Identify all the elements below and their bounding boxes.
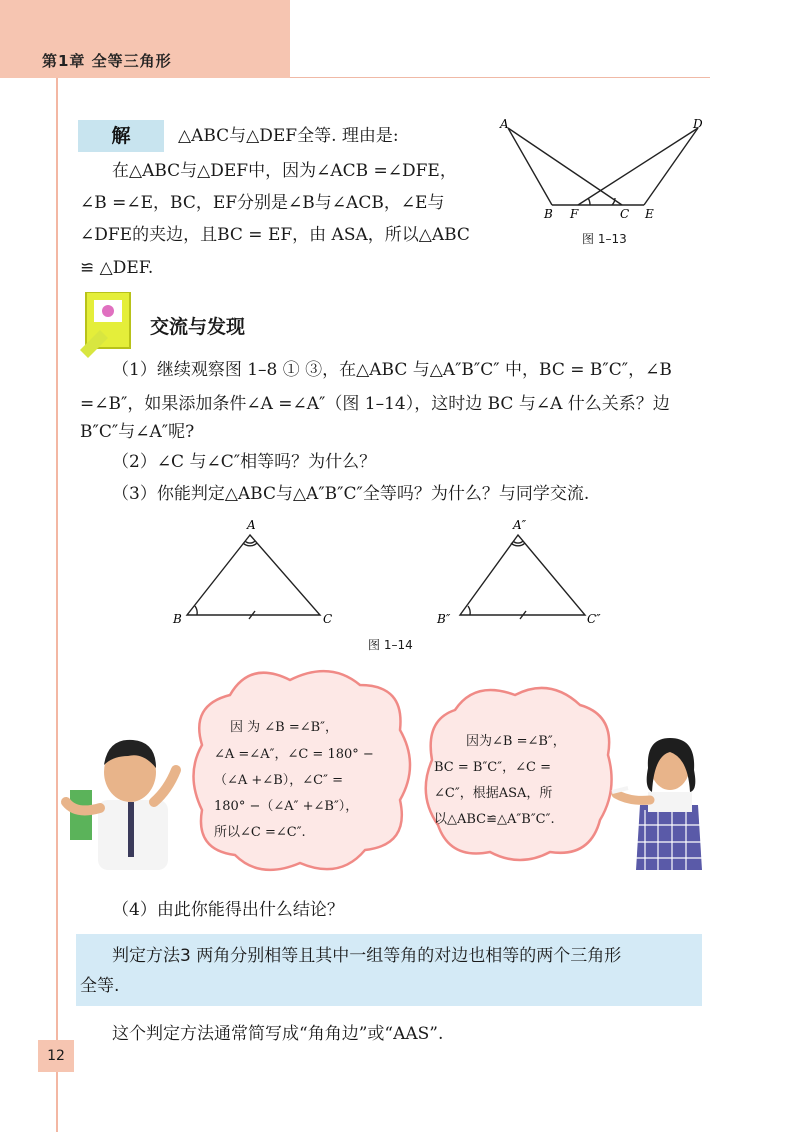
header-divider [290,77,710,78]
label-E: E [645,207,654,221]
label-C: C [620,207,630,221]
closing-text: 这个判定方法通常简写成“角角边”或“AAS”. [112,1024,444,1044]
method-line-1: 判定方法3 两角分别相等且其中一组等角的对边也相等的两个三角形 [112,946,622,966]
fig14-label-C2: C″ [587,612,601,626]
chapter-title: 第1章 全等三角形 [42,52,172,70]
label-F: F [570,207,579,221]
fig14-label-B2: B″ [437,612,451,626]
boy-illustration [58,730,193,870]
solution-line-1: △ABC与△DEF全等. 理由是: [178,126,399,146]
margin-line [56,78,58,1132]
fig14-label-B: B [173,612,182,626]
exchange-discover-icon [76,292,140,362]
boy-bubble-line-5: 所以∠C =∠C″. [214,825,306,840]
figure-1-13-caption: 图 1–13 [582,232,627,246]
solution-line-2: 在△ABC与△DEF中，因为∠ACB =∠DFE， [112,161,457,181]
solution-line-4: ∠DFE的夹边，且BC = EF，由 ASA，所以△ABC [80,225,470,245]
solution-line-5: ≌ △DEF. [80,258,154,278]
label-B: B [544,207,553,221]
solution-label: 解 [78,120,164,152]
section-title: 交流与发现 [150,316,246,338]
boy-bubble-line-3: （∠A +∠B），∠C″ = [214,773,343,788]
question-1-line-2: =∠B″，如果添加条件∠A =∠A″（图 1–14），这时边 BC 与∠A 什么关系？边 [80,394,670,414]
method-line-2: 全等. [80,976,120,996]
page-number: 12 [38,1040,74,1072]
girl-illustration [610,730,705,870]
fig14-label-C: C [323,612,333,626]
question-4: （4）由此你能得出什么结论？ [112,900,344,920]
boy-bubble-line-2: ∠A =∠A″，∠C = 180° − [214,747,374,762]
girl-bubble-line-4: 以△ABC≌△A″B″C″. [434,812,555,827]
figure-1-14-caption: 图 1–14 [368,638,413,652]
girl-bubble-line-1: 因为∠B =∠B″， [466,734,566,749]
label-D: D [693,117,703,131]
question-2: （2）∠C 与∠C″相等吗？为什么？ [112,452,377,472]
girl-bubble-line-2: BC = B″C″，∠C = [434,760,551,775]
girl-bubble-line-3: ∠C″，根据ASA，所 [434,786,553,801]
solution-line-3: ∠B =∠E，BC，EF分别是∠B与∠ACB，∠E与 [80,193,445,213]
question-3: （3）你能判定△ABC与△A″B″C″全等吗？为什么？与同学交流. [112,484,590,504]
fig14-label-A: A [247,518,256,532]
question-1-line-3: B″C″与∠A″呢? [80,422,195,442]
boy-bubble-line-1: 因 为 ∠B =∠B″， [230,720,339,735]
fig14-label-A2: A″ [513,518,527,532]
boy-bubble-line-4: 180° −（∠A″ +∠B″）， [214,799,359,814]
method-box [76,934,702,1006]
question-1-line-1: （1）继续观察图 1–8 ① ③，在△ABC 与△A″B″C″ 中，BC = B″C″，∠B [112,360,672,380]
figure-1-14 [165,515,635,630]
label-A: A [500,117,509,131]
